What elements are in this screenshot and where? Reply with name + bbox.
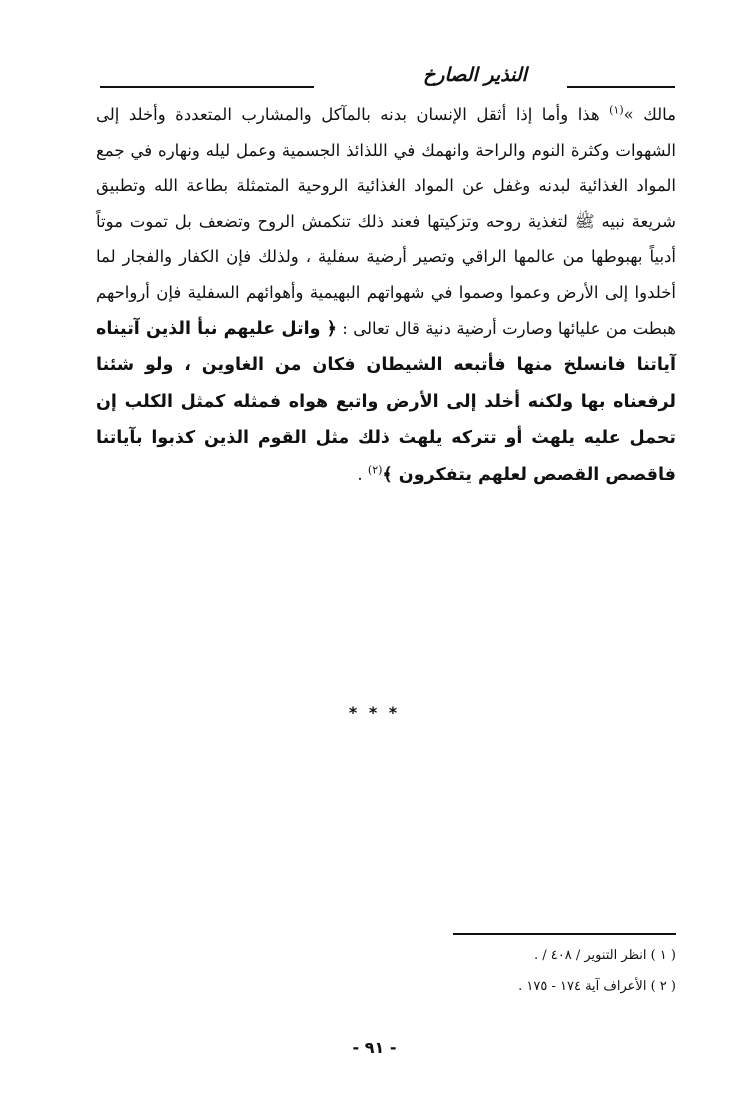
page-number: - ٩١ - <box>352 1038 397 1057</box>
header-title: النذير الصارخ <box>423 64 527 86</box>
text-prefix: مالك » <box>623 105 677 124</box>
header-rule-right <box>567 86 675 88</box>
footnotes <box>300 940 676 1002</box>
quran-open-bracket: ﴿ <box>326 318 337 339</box>
footnote-ref-1: (١) <box>609 103 624 117</box>
footnote-rule <box>453 933 676 935</box>
text-main: هذا وأما إذا أثقل الإنسان بدنه بالمآكل والمشارب المتعددة وأخلد إلى الشهوات وكثرة النوم والراحة وانهمك في اللذائذ الجسمية وعمل ليله ونهاره في جمع المواد الغذائية لبدنه وغفل عن المواد الغذائية الروحية المتمثلة بطاعة الله وتطبيق شريعة نبيه ﷺ لتغذية روحه وتزكيتها فعند ذلك تنكمش الروح وتضعف بل تموت موتاً أدبياً بهبوطها من عالمها الراقي وتصير أرضية سفلية ، ولذلك فإن الكفار والفجار لما أخلدوا إلى الأرض وعموا وصموا في شهواتهم البهيمية وأهوائهم السفلية فإن أرواحهم هبطت من عليائها وصارت أرضية دنية قال تعالى : <box>96 105 677 338</box>
section-separator: * * * <box>348 703 401 722</box>
header-rule-left <box>100 86 314 88</box>
footnote-ref-2: (٢) <box>367 463 383 477</box>
running-header <box>100 62 675 96</box>
footnote-1: ( ١ ) انظر التنوير / ٤٠٨ / . <box>533 948 676 963</box>
footnote-2: ( ٢ ) الأعراف آية ١٧٤ - ١٧٥ . <box>518 979 676 994</box>
body-paragraph <box>96 97 676 494</box>
quran-verse: واتل عليهم نبأ الذين آتيناه آياتنا فانسلخ منها فأتبعه الشيطان فكان من الغاوين ، ولو شئنا لرفعناه بها ولكنه أخلد إلى الأرض واتبع هواه فمثله كمثل الكلب إن تحمل عليه يلهث أو تتركه يلهث ذلك مثل القوم الذين كذبوا بآياتنا فاقصص القصص لعلهم يتفكرون <box>96 318 676 485</box>
text-end: . <box>357 464 368 484</box>
quran-close-bracket: ﴾ <box>382 464 393 485</box>
